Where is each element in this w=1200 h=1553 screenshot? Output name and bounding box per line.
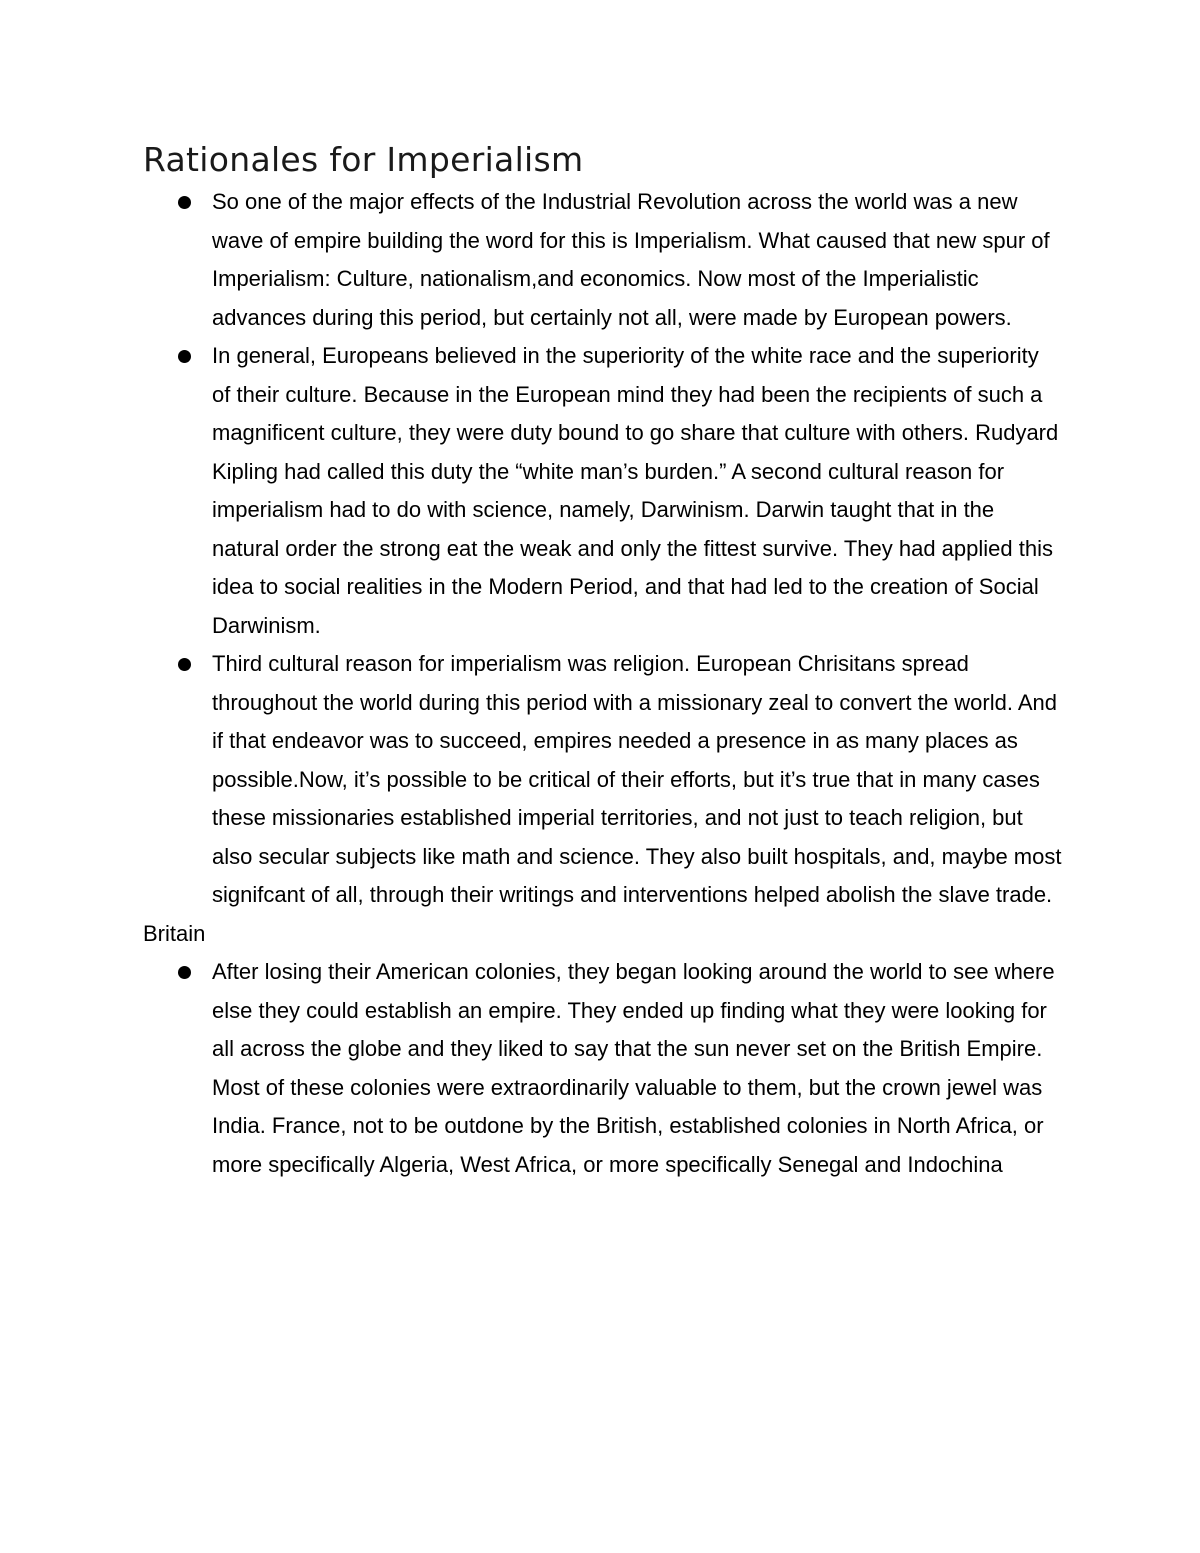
bullet-icon — [178, 350, 191, 363]
list-item-text: After losing their American colonies, they began looking around the world to see where else they could establish an empire. They ended up finding what they were looking for all across the globe and they liked to say that the sun never set on the British Empire. Most of these colonies were extraordinarily valuable to them, but the crown jewel was India. France, not to be outdone by the British, established colonies in North Africa, or more specifically Algeria, West Africa, or more specifically Senegal and Indochina — [212, 959, 1055, 1177]
bullet-icon — [178, 196, 191, 209]
bullet-list-rationales — [143, 183, 1063, 915]
list-item — [143, 183, 1063, 337]
bullet-icon — [178, 966, 191, 979]
list-item — [143, 645, 1063, 915]
bullet-icon — [178, 658, 191, 671]
list-item-text: Third cultural reason for imperialism was religion. European Chrisitans spread throughout the world during this period with a missionary zeal to convert the world. And if that endeavor was to succeed, empires needed a presence in as many places as possible.Now, it’s possible to be critical of their efforts, but it’s true that in many cases these missionaries established imperial territories, and not just to teach religion, but also secular subjects like math and science. They also built hospitals, and, maybe most signifcant of all, through their writings and interventions helped abolish the slave trade. — [212, 651, 1062, 907]
document-body — [143, 138, 1063, 1184]
list-item-text: In general, Europeans believed in the superiority of the white race and the superiority of their culture. Because in the European mind they had been the recipients of such a magnificent culture, they were duty bound to go share that culture with others. Rudyard Kipling had called this duty the “white man’s burden.” A second cultural reason for imperialism had to do with science, namely, Darwinism. Darwin taught that in the natural order the strong eat the weak and only the fittest survive. They had applied this idea to social realities in the Modern Period, and that had led to the creation of Social Darwinism. — [212, 343, 1059, 638]
list-item — [143, 953, 1063, 1184]
page-title: Rationales for Imperialism — [143, 140, 584, 179]
bullet-list-britain — [143, 953, 1063, 1184]
list-item-text: So one of the major effects of the Industrial Revolution across the world was a new wave of empire building the word for this is Imperialism. What caused that new spur of Imperialism: Culture, nationalism,and economics. Now most of the Imperialistic advances during this period, but certainly not all, were made by European powers. — [212, 189, 1050, 330]
list-item — [143, 337, 1063, 645]
section-heading-britain: Britain — [143, 920, 206, 946]
